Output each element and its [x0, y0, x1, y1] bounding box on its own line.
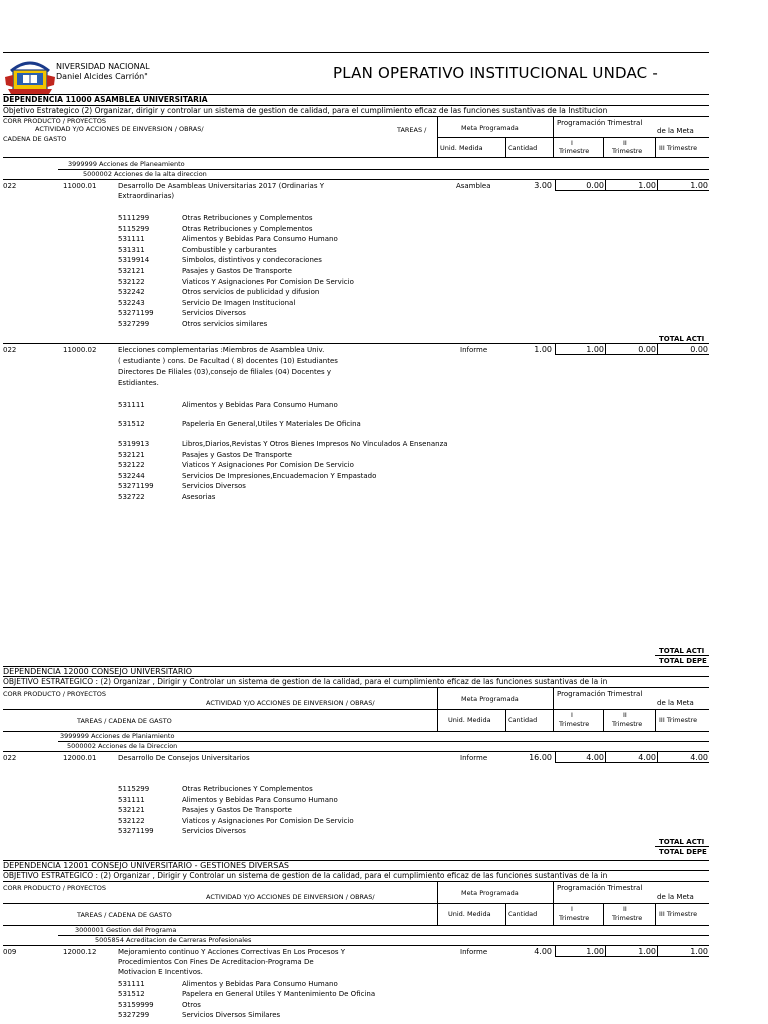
- rule: [3, 709, 709, 710]
- header-meta-programada: Meta Programada: [461, 695, 519, 703]
- activity-description: Mejoramiento continuo Y Acciones Correctivas En Los Procesos Y: [118, 948, 345, 956]
- expense-row: [118, 400, 338, 411]
- expense-desc: Otros: [182, 1000, 201, 1009]
- expense-code: 5327299: [118, 319, 150, 328]
- expense-code: 5115299: [118, 224, 150, 233]
- header-tareas-cadena: TAREAS / CADENA DE GASTO: [77, 717, 172, 725]
- rule: [655, 655, 709, 656]
- expense-desc: Alimentos y Bebidas Para Consumo Humano: [182, 235, 338, 244]
- expense-row: [118, 826, 354, 837]
- expense-desc: Viaticos y Asignaciones Por Comision De Servicio: [182, 816, 354, 825]
- activity-unit: Asamblea: [456, 182, 491, 190]
- expense-row: [118, 989, 375, 999]
- header-tareas-cadena: TAREAS / CADENA DE GASTO: [77, 911, 172, 919]
- header-q2-label: Trimestre: [612, 720, 643, 728]
- objetivo-estrategico: OBJETIVO ESTRATEGICO : (2) Organizar , Dirigir y Controlar un sistema de gestion de la calidad, para el cumplimiento eficaz de las funciones sustantivas de la in: [3, 677, 608, 686]
- expense-code: 531111: [118, 235, 145, 244]
- rule: [3, 903, 709, 904]
- expense-row: [118, 439, 448, 450]
- header-actividad: ACTIVIDAD Y/O ACCIONES DE EINVERSION / OBRAS/: [206, 699, 375, 707]
- expense-code: 531111: [118, 795, 145, 804]
- header-meta-programada: Meta Programada: [461, 889, 519, 897]
- expense-code: 532244: [118, 471, 145, 480]
- expense-desc: Combustible y carburantes: [182, 245, 277, 254]
- expense-desc: Otros servicios de publicidad y difusion: [182, 288, 320, 297]
- expense-code: 532121: [118, 450, 145, 459]
- expense-row: [118, 213, 354, 224]
- expense-row: [118, 298, 354, 309]
- expense-row: [118, 319, 354, 330]
- header-q3-label: III Trimestre: [659, 910, 698, 918]
- expense-code: 532122: [118, 461, 145, 470]
- expense-desc: Pasajes y Gastos De Transporte: [182, 450, 292, 459]
- expense-desc: Servicios Diversos: [182, 827, 246, 836]
- activity-q1: 1.00: [586, 345, 604, 354]
- activity-q2: 4.00: [638, 753, 656, 762]
- objetivo-estrategico: OBJETIVO ESTRATEGICO : (2) Organizar , Dirigir y Controlar un sistema de gestion de la calidad, para el cumplimiento eficaz de las funciones sustantivas de la in: [3, 871, 608, 880]
- total-dependencia-label: TOTAL DEPE: [659, 657, 707, 665]
- rule: [655, 709, 656, 731]
- activity-q2: 1.00: [638, 947, 656, 956]
- header-cantidad: Cantidad: [508, 144, 538, 152]
- expense-code: 531311: [118, 245, 145, 254]
- header-cantidad: Cantidad: [508, 910, 538, 918]
- header-top-rule: [3, 52, 709, 53]
- total-actividad-label: TOTAL ACTI: [659, 838, 705, 846]
- university-logo: [5, 55, 55, 95]
- activity-code: 11000.01: [63, 182, 97, 190]
- section-consejo: [3, 666, 709, 856]
- expense-list: [118, 439, 448, 503]
- rule: [505, 709, 506, 731]
- subprograma-line: 5000002 Acciones de la Direccion: [67, 742, 178, 750]
- expense-row: [118, 979, 375, 989]
- expense-row: [118, 255, 354, 266]
- expense-row: [118, 266, 354, 277]
- activity-description-cont: Motivacion E Incentivos.: [118, 968, 203, 976]
- expense-desc: Alimentos y Bebidas Para Consumo Humano: [182, 795, 338, 804]
- activity-quantity: 4.00: [534, 947, 552, 956]
- expense-row: [118, 419, 361, 430]
- activity-corr: 022: [3, 754, 17, 762]
- expense-row: [118, 481, 448, 492]
- expense-row: [118, 784, 354, 795]
- header-q2-roman: II: [623, 139, 627, 147]
- expense-code: 5319914: [118, 256, 150, 265]
- header-q2-roman: II: [623, 905, 627, 913]
- expense-row: [118, 795, 354, 806]
- rule: [655, 846, 709, 847]
- rule: [603, 137, 604, 158]
- expense-code: 53271199: [118, 827, 154, 836]
- activity-quantity: 3.00: [534, 181, 552, 190]
- expense-desc: Asesorias: [182, 492, 216, 501]
- expense-code: 53271199: [118, 309, 154, 318]
- section-asamblea: [3, 94, 709, 514]
- header-corr-producto: CORR PRODUCTO / PROYECTOS: [3, 690, 107, 698]
- expense-code: 532722: [118, 492, 145, 501]
- header-programacion: Programación Trimestral: [557, 119, 643, 127]
- total-actividad-label: TOTAL ACTI: [659, 335, 705, 343]
- header-q2-roman: II: [623, 711, 627, 719]
- expense-desc: Pasajes y Gastos De Transporte: [182, 806, 292, 815]
- header-q1-roman: I: [571, 139, 573, 147]
- expense-row: [118, 224, 354, 235]
- activity-description-cont: Procedimientos Con Fines De Acreditacion-Programa De: [118, 958, 314, 966]
- rule: [655, 137, 656, 158]
- expense-code: 53271199: [118, 482, 154, 491]
- expense-row: [118, 234, 354, 245]
- activity-unit: Informe: [460, 948, 488, 956]
- rule: [655, 903, 656, 925]
- expense-row: [118, 471, 448, 482]
- section-consejo-gestiones: [3, 860, 709, 1024]
- expense-code: 5327299: [118, 1011, 150, 1020]
- activity-description: Desarrollo De Asambleas Universitarias 2017 (Ordinarias Y: [118, 182, 324, 190]
- header-q1-roman: I: [571, 905, 573, 913]
- expense-row: [118, 287, 354, 298]
- programa-line: 3000001 Gestion del Programa: [75, 926, 177, 934]
- programa-line: 3999999 Acciones de Planiamiento: [60, 732, 175, 740]
- header-unid-medida: Unid. Medida: [448, 910, 491, 918]
- expense-desc: Libros,Diarios,Revistas Y Otros Bienes Impresos No Vinculados A Ensenanza: [182, 440, 448, 448]
- header-cadena-gasto: CADENA DE GASTO: [3, 135, 67, 143]
- header-programacion: Programación Trimestral: [557, 690, 643, 698]
- expense-desc: Servicios Diversos Similares: [182, 1011, 281, 1020]
- expense-desc: Simbolos, distintivos y condecoraciones: [182, 256, 322, 265]
- expense-code: 532243: [118, 298, 145, 307]
- header-actividad: ACTIVIDAD Y/O ACCIONES DE EINVERSION / OBRAS/: [206, 893, 375, 901]
- activity-q3: 4.00: [690, 753, 708, 762]
- header-de-la-meta: de la Meta: [657, 893, 694, 901]
- rule: [3, 687, 709, 688]
- university-name-line1: NIVERSIDAD NACIONAL: [56, 62, 150, 71]
- expense-desc: Servicios De Impresiones,Encuademacion Y Empastado: [182, 471, 377, 480]
- activity-corr: 022: [3, 182, 17, 190]
- expense-desc: Otras Retribuciones y Complementos: [182, 214, 313, 222]
- document-title: PLAN OPERATIVO INSTITUCIONAL UNDAC -: [333, 64, 658, 82]
- expense-code: 532122: [118, 816, 145, 825]
- header-q3-label: III Trimestre: [659, 144, 698, 152]
- dependencia-title: DEPENDENCIA 12000 CONSEJO UNIVERSITARIO: [3, 667, 193, 676]
- activity-corr: 009: [3, 948, 17, 956]
- expense-row: [118, 1010, 375, 1020]
- activity-code: 12000.01: [63, 754, 97, 762]
- expense-row: [118, 245, 354, 256]
- total-actividad-label: TOTAL ACTI: [659, 647, 705, 655]
- expense-code: 531111: [118, 980, 145, 988]
- header-meta-programada: Meta Programada: [461, 124, 519, 132]
- subprograma-line: 5000002 Acciones de la alta direccion: [83, 170, 207, 178]
- expense-code: 531512: [118, 990, 145, 999]
- activity-description-cont: ( estudiante ) cons. De Facultad ( 8) docentes (10) Estudiantes: [118, 357, 338, 365]
- activity-code: 12000.12: [63, 948, 97, 956]
- university-name-line2: Daniel Alcides Carrión": [56, 72, 148, 81]
- header-cantidad: Cantidad: [508, 716, 538, 724]
- expense-desc: Otras Retribuciones Y Complementos: [182, 785, 313, 793]
- total-dependencia-label: TOTAL DEPE: [659, 848, 707, 856]
- activity-corr: 022: [3, 346, 17, 354]
- activity-q1: 1.00: [586, 947, 604, 956]
- expense-desc: Otros servicios similares: [182, 319, 268, 328]
- rule: [3, 116, 709, 117]
- header-programacion: Programación Trimestral: [557, 884, 643, 892]
- activity-description: Elecciones complementarias :Miembros de Asamblea Univ.: [118, 346, 325, 354]
- expense-desc: Papelera en General Utiles Y Mantenimiento De Oficina: [182, 990, 376, 999]
- expense-code: 532242: [118, 288, 145, 297]
- expense-list: [118, 979, 375, 1021]
- expense-desc: Viaticos Y Asignaciones Por Comision De Servicio: [182, 277, 354, 286]
- expense-list: [118, 213, 354, 330]
- activity-description-cont: Directores De Filiales (03),consejo de filiales (04) Docentes y: [118, 368, 332, 376]
- header-de-la-meta: de la Meta: [657, 127, 694, 135]
- header-corr-producto: CORR PRODUCTO / PROYECTOS: [3, 884, 107, 892]
- activity-quantity: 16.00: [529, 753, 552, 762]
- expense-desc: Servicio De Imagen Institucional: [182, 298, 296, 307]
- expense-row: [118, 450, 448, 461]
- rule: [3, 881, 709, 882]
- activity-description-cont: Estidiantes.: [118, 379, 159, 387]
- expense-list: [118, 784, 354, 837]
- expense-code: 531111: [118, 401, 145, 409]
- activity-q3: 1.00: [690, 947, 708, 956]
- header-unid-medida: Unid. Medida: [440, 144, 483, 152]
- activity-q2: 1.00: [638, 181, 656, 190]
- rule: [603, 709, 604, 731]
- rule: [3, 157, 709, 158]
- header-q2-label: Trimestre: [612, 147, 643, 155]
- expense-row: [118, 277, 354, 288]
- objetivo-estrategico: Objetivo Estrategico (2) Organizar, dirigir y controlar un sistema de gestion de calidad, para el cumplimiento eficaz de las funciones sustantivas de la Institucion: [3, 106, 608, 115]
- expense-desc: Servicios Diversos: [182, 482, 246, 491]
- activity-q2: 0.00: [638, 345, 656, 354]
- rule: [437, 137, 709, 138]
- activity-unit: Informe: [460, 754, 488, 762]
- activity-q3: 0.00: [690, 345, 708, 354]
- university-name: [56, 62, 150, 82]
- activity-unit: Informe: [460, 346, 488, 354]
- expense-row: [118, 308, 354, 319]
- expense-code: 5111299: [118, 214, 150, 222]
- header-q1-label: Trimestre: [559, 147, 590, 155]
- activity-q3: 1.00: [690, 181, 708, 190]
- activity-q1: 4.00: [586, 753, 604, 762]
- expense-row: [118, 1000, 375, 1010]
- expense-row: [118, 460, 448, 471]
- dependencia-title: DEPENDENCIA 12001 CONSEJO UNIVERSITARIO - GESTIONES DIVERSAS: [3, 861, 289, 870]
- dependencia-title: DEPENDENCIA 11000 ASAMBLEA UNIVERSITARIA: [3, 95, 208, 104]
- activity-q1: 0.00: [586, 181, 604, 190]
- activity-code: 11000.02: [63, 346, 97, 354]
- expense-code: 532121: [118, 266, 145, 275]
- activity-description-cont: Extraordinarias): [118, 192, 175, 200]
- rule: [505, 137, 506, 158]
- expense-code: 5115299: [118, 785, 150, 793]
- expense-code: 532121: [118, 806, 145, 815]
- header-q3-label: III Trimestre: [659, 716, 698, 724]
- expense-desc: Otras Retribuciones y Complementos: [182, 224, 313, 233]
- expense-desc: Pasajes y Gastos De Transporte: [182, 266, 292, 275]
- expense-code: 531512: [118, 420, 145, 428]
- expense-desc: Alimentos y Bebidas Para Consumo Humano: [182, 401, 338, 409]
- header-corr-producto: CORR PRODUCTO / PROYECTOS: [3, 117, 107, 125]
- expense-code: 53159999: [118, 1000, 154, 1009]
- subprograma-line: 5005854 Acreditacion de Carreras Profesionales: [95, 936, 252, 944]
- programa-line: 3999999 Acciones de Planeamiento: [68, 160, 185, 168]
- expense-code: 532122: [118, 277, 145, 286]
- rule: [505, 903, 506, 925]
- activity-description: Desarrollo De Consejos Universitarios: [118, 754, 250, 762]
- rule: [603, 903, 604, 925]
- header-q1-label: Trimestre: [559, 720, 590, 728]
- activity-quantity: 1.00: [534, 345, 552, 354]
- expense-desc: Papeleria En General,Utiles Y Materiales De Oficina: [182, 420, 361, 428]
- header-de-la-meta: de la Meta: [657, 699, 694, 707]
- expense-row: [118, 805, 354, 816]
- expense-row: [118, 492, 448, 503]
- header-q1-label: Trimestre: [559, 914, 590, 922]
- header-q1-roman: I: [571, 711, 573, 719]
- expense-desc: Alimentos y Bebidas Para Consumo Humano: [182, 980, 338, 988]
- expense-code: 5319913: [118, 440, 150, 448]
- expense-desc: Viaticos Y Asignaciones Por Comision De Servicio: [182, 461, 354, 470]
- header-actividad: ACTIVIDAD Y/O ACCIONES DE EINVERSION / OBRAS/: [35, 125, 204, 133]
- expense-row: [118, 816, 354, 827]
- header-q2-label: Trimestre: [612, 914, 643, 922]
- expense-desc: Servicios Diversos: [182, 309, 246, 318]
- header-unid-medida: Unid. Medida: [448, 716, 491, 724]
- header-tareas: TAREAS /: [397, 126, 427, 134]
